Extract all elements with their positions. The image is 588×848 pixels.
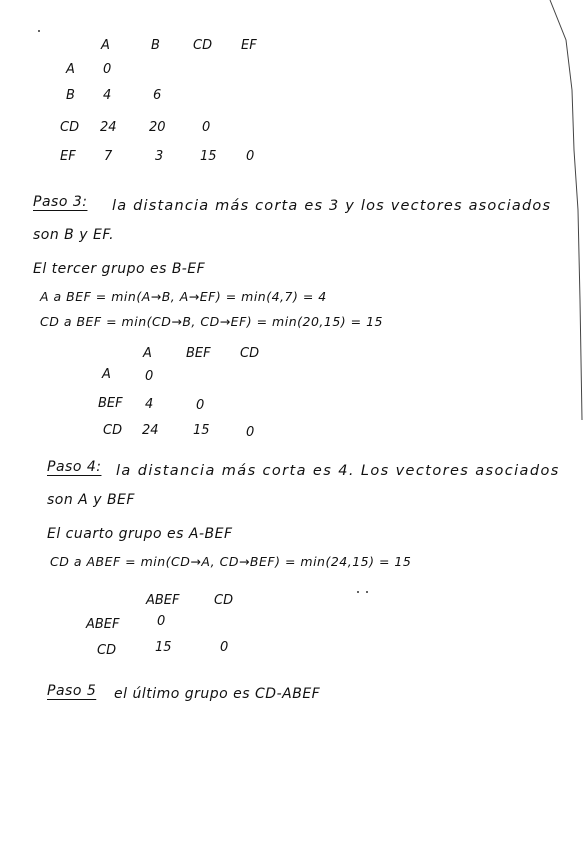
table1-cell: 4 — [103, 88, 112, 103]
table3-row-label: CD — [97, 643, 117, 658]
table2-col-header: CD — [240, 346, 260, 361]
paso-4-line: El cuarto grupo es A-BEF — [47, 526, 233, 542]
paso-3-line: la distancia más corta es 3 y los vectores asociados — [112, 198, 552, 214]
table3-col-header: CD — [214, 593, 234, 608]
table1-row-label: B — [66, 88, 75, 103]
table2-col-header: BEF — [186, 346, 211, 361]
paso-3-equation: A a BEF = min(A→B, A→EF) = min(4,7) = 4 — [40, 289, 327, 304]
paso-3-heading: Paso 3: — [33, 194, 88, 210]
table1-col-header: EF — [241, 38, 257, 53]
paso-3-line: El tercer grupo es B-EF — [33, 261, 206, 277]
stray-mark — [366, 591, 368, 593]
table2-cell: 0 — [246, 425, 255, 440]
table1-row-label: A — [66, 62, 75, 77]
table2-cell: 4 — [145, 397, 154, 412]
table1-cell: 20 — [149, 120, 166, 135]
table2-cell: 0 — [196, 398, 205, 413]
table2-cell: 24 — [142, 423, 159, 438]
paso-4-equation: CD a ABEF = min(CD→A, CD→BEF) = min(24,15) = 15 — [50, 554, 412, 569]
table1-cell: 0 — [103, 62, 112, 77]
table1-row-label: EF — [60, 149, 76, 164]
table1-cell: 0 — [202, 120, 211, 135]
paso-5-line: el último grupo es CD-ABEF — [114, 686, 321, 702]
table3-cell: 15 — [155, 640, 172, 655]
table2-row-label: A — [102, 367, 111, 382]
table1-cell: 0 — [246, 149, 255, 164]
table3-col-header: ABEF — [146, 593, 180, 608]
stray-mark — [357, 591, 359, 593]
table3-cell: 0 — [220, 640, 229, 655]
table1-cell: 15 — [200, 149, 217, 164]
paso-5-heading: Paso 5 — [47, 683, 97, 699]
table1-col-header: CD — [193, 38, 213, 53]
table2-row-label: CD — [103, 423, 123, 438]
table3-row-label: ABEF — [86, 617, 120, 632]
table1-cell: 24 — [100, 120, 117, 135]
table1-row-label: CD — [60, 120, 80, 135]
table1-col-header: B — [151, 38, 160, 53]
paso-4-line: la distancia más corta es 4. Los vectores asociados — [116, 463, 560, 479]
paso-4-line: son A y BEF — [47, 492, 135, 508]
table1-cell: 6 — [153, 88, 162, 103]
table2-cell: 15 — [193, 423, 210, 438]
table3-cell: 0 — [157, 614, 166, 629]
table2-cell: 0 — [145, 369, 154, 384]
table1-col-header: A — [101, 38, 110, 53]
table2-row-label: BEF — [98, 396, 123, 411]
paso-3-line: son B y EF. — [33, 227, 115, 243]
paso-3-equation: CD a BEF = min(CD→B, CD→EF) = min(20,15) = 15 — [40, 314, 383, 329]
table1-cell: 3 — [155, 149, 164, 164]
paso-4-heading: Paso 4: — [47, 459, 102, 475]
table1-cell: 7 — [104, 149, 113, 164]
stray-mark — [38, 30, 40, 32]
table2-col-header: A — [143, 346, 152, 361]
